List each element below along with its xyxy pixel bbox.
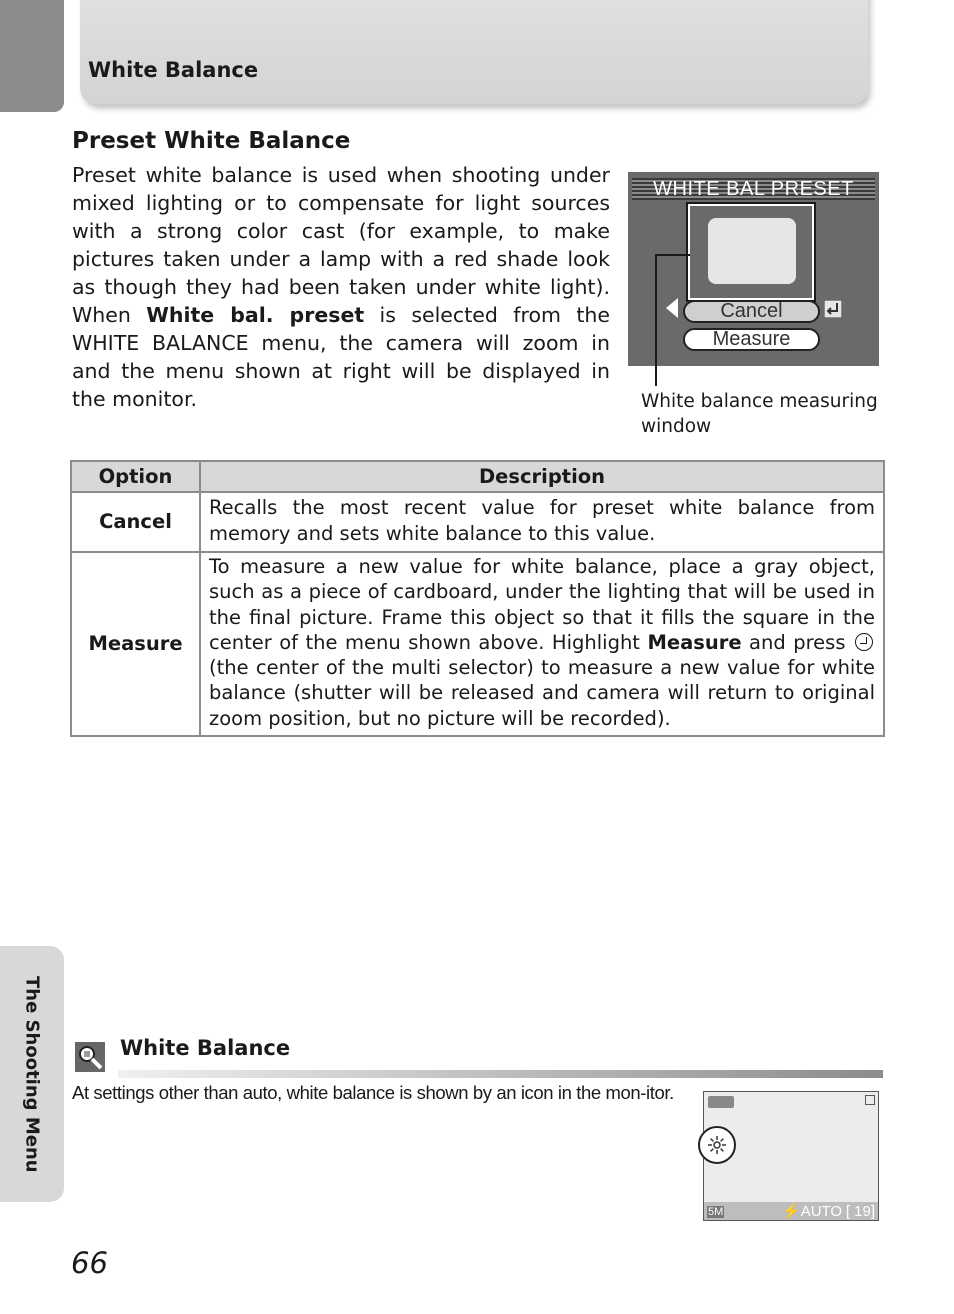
- enter-button-icon: [855, 633, 873, 651]
- description-text-2: and press: [741, 630, 853, 654]
- intro-text-2: is selected from the WHITE BALANCE menu, the camera will zoom in and the menu shown at right will be displayed in the monitor.: [72, 303, 610, 411]
- callout-line: [655, 254, 657, 386]
- preset-menu-illustration: [628, 172, 879, 366]
- tip-magnifier-icon: [75, 1042, 105, 1072]
- measuring-window: [708, 218, 796, 284]
- monitor-status-bar: [704, 1202, 878, 1220]
- camera-mode-icon: [708, 1096, 734, 1108]
- flash-mode-indicator: ⚡AUTO: [782, 1203, 843, 1220]
- column-header-description: Description: [200, 461, 884, 492]
- intro-text-1: Preset white balance is used when shooting under mixed lighting or to compensate for light sources with a strong color cast (for example, to make pictures taken under a lamp with a red shade look as though they had been taken under white light). When: [72, 163, 610, 327]
- sun-icon: [707, 1135, 727, 1155]
- header-title: White Balance: [88, 58, 259, 82]
- description-text-3: (the center of the multi selector) to measure a new value for white balance (shutter will be released and camera will return to original zoom position, but no picture will be recorded).: [209, 656, 875, 730]
- monitor-measure-option: Measure: [683, 328, 820, 351]
- measuring-window-frame: [688, 204, 814, 300]
- left-arrow-icon: [666, 298, 678, 318]
- table-header-row: [71, 461, 884, 492]
- description-bold-term: Measure: [647, 630, 742, 654]
- image-size-badge: 5M: [708, 1206, 724, 1218]
- description-text-1: To measure a new value for white balance, place a gray object, such as a piece of cardboard, under the lighting that will be used in the final picture. Frame this object so that it fills the square in the center of the menu shown above. Highlight: [209, 555, 875, 654]
- flash-mode-label: AUTO: [800, 1203, 843, 1220]
- side-tab-label: The Shooting Menu: [21, 975, 43, 1173]
- header-banner: [80, 0, 868, 104]
- monitor-menu-title: WHITE BAL PRESET: [632, 178, 875, 200]
- intro-paragraph: [72, 161, 610, 413]
- options-table: [70, 460, 885, 737]
- monitor-cancel-option: Cancel: [683, 300, 820, 323]
- callout-line-horizontal: [655, 254, 690, 256]
- white-balance-icon: [698, 1126, 736, 1164]
- column-header-option: Option: [71, 461, 200, 492]
- option-cell: Measure: [71, 552, 200, 736]
- top-edge-tab: [0, 0, 64, 112]
- battery-icon: [865, 1095, 875, 1105]
- note-text: At settings other than auto, white balance is shown by an icon in the mon-itor.: [72, 1082, 674, 1103]
- exposures-remaining: [ 19]: [845, 1203, 875, 1220]
- table-row: [71, 552, 884, 736]
- option-cell: Cancel: [71, 492, 200, 552]
- section-title: Preset White Balance: [72, 128, 351, 154]
- intro-bold-term: White bal. preset: [146, 303, 365, 327]
- note-title: White Balance: [120, 1036, 291, 1060]
- description-cell: [200, 552, 884, 736]
- description-cell: Recalls the most recent value for preset white balance from memory and sets white balance to this value.: [200, 492, 884, 552]
- table-row: [71, 492, 884, 552]
- page-number: 66: [71, 1246, 108, 1280]
- note-rule: [118, 1070, 883, 1078]
- enter-arrow-icon: [824, 300, 842, 318]
- illustration-caption: White balance measuring window: [641, 391, 878, 437]
